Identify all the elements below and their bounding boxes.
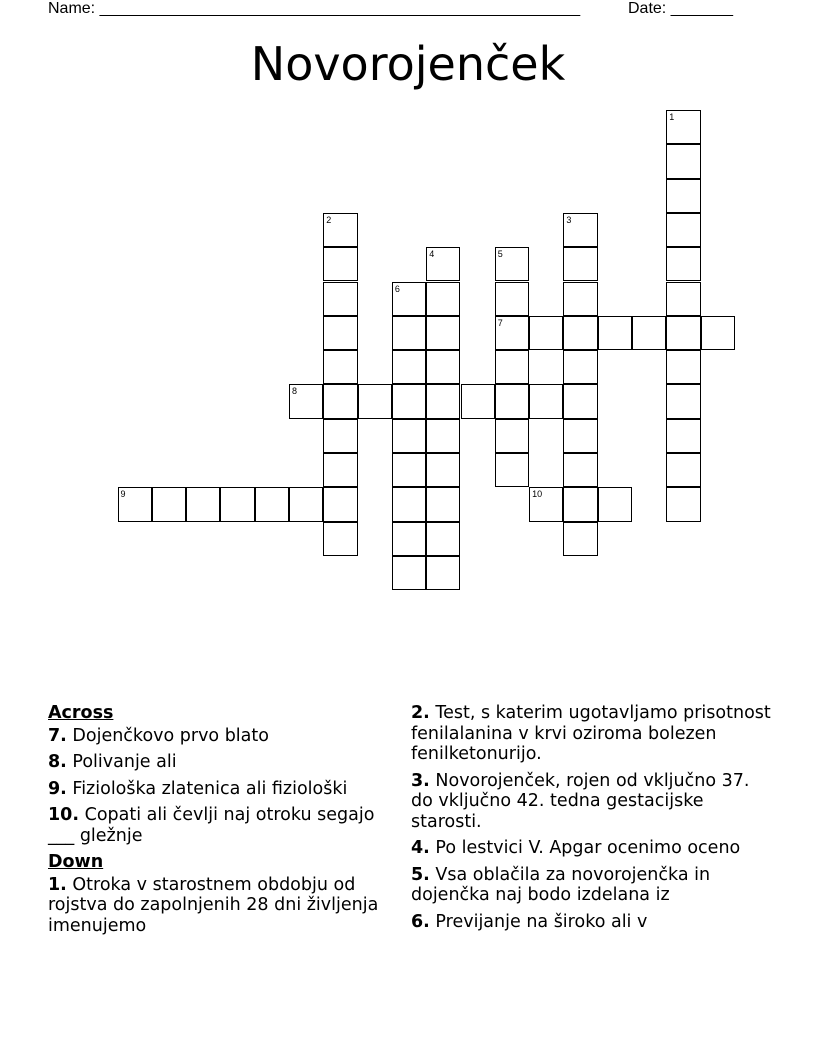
crossword-cell[interactable] <box>186 487 220 521</box>
crossword-cell[interactable] <box>563 384 597 418</box>
crossword-cell[interactable] <box>666 384 700 418</box>
crossword-cell[interactable] <box>563 350 597 384</box>
crossword-cell[interactable] <box>495 350 529 384</box>
crossword-cell[interactable] <box>563 282 597 316</box>
clue-down-2: 2. Test, s katerim ugotavljamo prisotnost fenilalanina v krvi oziroma bolezen fenilketonurijo. <box>411 703 771 764</box>
clue-down-5: 5. Vsa oblačila za novorojenčka in dojenčka naj bodo izdelana iz <box>411 864 711 905</box>
crossword-cell[interactable] <box>426 419 460 453</box>
clue-number: 6 <box>394 283 400 294</box>
clue-across-7: 7. Dojenčkovo prvo blato <box>48 725 269 746</box>
crossword-cell[interactable] <box>392 453 426 487</box>
crossword-cell[interactable] <box>289 487 323 521</box>
crossword-cell[interactable] <box>701 316 735 350</box>
clue-down-4: 4. Po lestvici V. Apgar ocenimo oceno <box>411 838 741 858</box>
clue-down-6: 6. Previjanje na široko ali v <box>411 911 648 932</box>
crossword-cell[interactable] <box>289 384 323 418</box>
crossword-cell[interactable] <box>495 384 529 418</box>
crossword-cell[interactable] <box>323 384 357 418</box>
crossword-cell[interactable] <box>495 282 529 316</box>
crossword-cell[interactable] <box>392 316 426 350</box>
crossword-cell[interactable] <box>529 384 563 418</box>
crossword-cell[interactable] <box>495 247 529 281</box>
crossword-cell[interactable] <box>563 522 597 556</box>
crossword-cell[interactable] <box>598 487 632 521</box>
clue-number: 2 <box>326 214 332 225</box>
clue-number: 3 <box>566 214 572 225</box>
clues-column-right <box>411 703 776 938</box>
crossword-cell[interactable] <box>358 384 392 418</box>
crossword-cell[interactable] <box>563 419 597 453</box>
name-field-label: Name: ______________________________________________________ <box>48 0 581 17</box>
crossword-cell[interactable] <box>563 453 597 487</box>
page-title: Novorojenček <box>250 37 566 91</box>
clue-across-9: 9. Fiziološka zlatenica ali fiziološki <box>48 778 348 799</box>
crossword-cell[interactable] <box>426 522 460 556</box>
clue-number: 10 <box>532 489 543 500</box>
crossword-cell[interactable] <box>426 384 460 418</box>
crossword-cell[interactable] <box>666 179 700 213</box>
crossword-cell[interactable] <box>323 213 357 247</box>
crossword-cell[interactable] <box>666 487 700 521</box>
clue-number: 8 <box>292 386 298 397</box>
clue-number: 1 <box>669 112 675 122</box>
crossword-cell[interactable] <box>563 316 597 350</box>
clue-number: 9 <box>120 489 126 500</box>
crossword-cell[interactable] <box>426 453 460 487</box>
crossword-cell[interactable] <box>426 247 460 281</box>
crossword-cell[interactable] <box>426 282 460 316</box>
crossword-cell[interactable] <box>666 282 700 316</box>
crossword-cell[interactable] <box>392 384 426 418</box>
crossword-cell[interactable] <box>666 350 700 384</box>
crossword-cell[interactable] <box>323 487 357 521</box>
crossword-cell[interactable] <box>563 247 597 281</box>
crossword-cell[interactable] <box>323 419 357 453</box>
date-field-label: Date: _______ <box>628 0 733 17</box>
crossword-cell[interactable] <box>118 487 152 521</box>
crossword-cell[interactable] <box>426 350 460 384</box>
clue-down-1: 1. Otroka v starostnem obdobju od rojstva do zapolnjenih 28 dni življenja imenujemo <box>48 874 379 936</box>
crossword-cell[interactable] <box>426 316 460 350</box>
crossword-cell[interactable] <box>426 487 460 521</box>
crossword-cell[interactable] <box>255 487 289 521</box>
crossword-cell[interactable] <box>495 419 529 453</box>
crossword-cell[interactable] <box>323 316 357 350</box>
crossword-cell[interactable] <box>392 487 426 521</box>
crossword-cell[interactable] <box>323 453 357 487</box>
crossword-cell[interactable] <box>392 419 426 453</box>
crossword-cell[interactable] <box>666 247 700 281</box>
clue-across-8: 8. Polivanje ali <box>48 752 177 772</box>
crossword-cell[interactable] <box>323 247 357 281</box>
crossword-cell[interactable] <box>392 350 426 384</box>
clue-number: 7 <box>497 317 503 328</box>
crossword-cell[interactable] <box>426 556 460 590</box>
crossword-cell[interactable] <box>323 350 357 384</box>
across-heading: Across <box>48 703 114 723</box>
crossword-cell[interactable] <box>666 316 700 350</box>
down-heading: Down <box>48 852 104 872</box>
clue-number: 4 <box>429 249 435 260</box>
crossword-cell[interactable] <box>392 282 426 316</box>
crossword-cell[interactable] <box>563 487 597 521</box>
crossword-cell[interactable] <box>666 110 700 144</box>
crossword-cell[interactable] <box>666 453 700 487</box>
clue-number: 5 <box>497 249 503 260</box>
crossword-cell[interactable] <box>529 487 563 521</box>
crossword-cell[interactable] <box>666 213 700 247</box>
crossword-cell[interactable] <box>392 556 426 590</box>
crossword-cell[interactable] <box>152 487 186 521</box>
crossword-cell[interactable] <box>598 316 632 350</box>
crossword-cell[interactable] <box>495 453 529 487</box>
crossword-cell[interactable] <box>220 487 254 521</box>
crossword-cell[interactable] <box>495 316 529 350</box>
crossword-cell[interactable] <box>461 384 495 418</box>
clues-column-left <box>48 703 388 942</box>
clue-down-3: 3. Novorojenček, rojen od vključno 37. do vključno 42. tedna gestacijske starosti. <box>411 770 750 832</box>
crossword-cell[interactable] <box>563 213 597 247</box>
crossword-cell[interactable] <box>666 419 700 453</box>
clue-across-10: 10. Copati ali čevlji naj otroku segajo ___ gležnje <box>48 805 375 846</box>
crossword-cell[interactable] <box>392 522 426 556</box>
crossword-cell[interactable] <box>632 316 666 350</box>
crossword-cell[interactable] <box>323 522 357 556</box>
crossword-cell[interactable] <box>323 282 357 316</box>
crossword-cell[interactable] <box>529 316 563 350</box>
crossword-cell[interactable] <box>666 144 700 178</box>
